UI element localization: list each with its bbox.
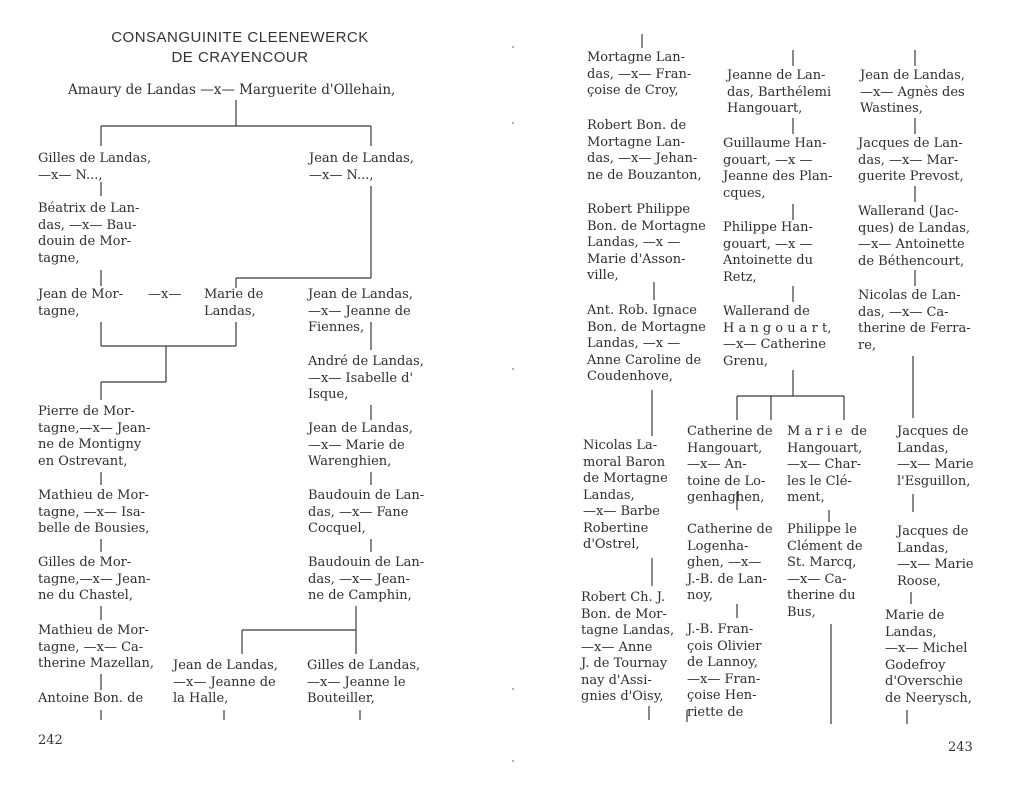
entry-philippe-le-clement: Philippe le Clément de St. Marcq, —x— Ca- therine du Bus, [787, 522, 863, 620]
entry-wallerand-de-landas: Wallerand (Jac- ques) de Landas, —x— Antoinette de Béthencourt, [858, 204, 971, 269]
entry-jb-francois-olivier: J.-B. Fran- çois Olivier de Lannoy, —x— Fran- çoise Hen- riette de [687, 622, 762, 720]
entry-jean-de-landas-4: Jean de Landas, —x— Jeanne de la Halle, [173, 658, 278, 706]
entry-baudouin-de-landas-1: Baudouin de Lan- das, —x— Fane Cocquel, [308, 488, 425, 536]
entry-mathieu-de-mortagne-1: Mathieu de Mor- tagne, —x— Isa- belle de Bousies, [38, 488, 150, 536]
entry-catherine-logenhaghen: Catherine de Logenha- ghen, —x— J.-B. de Lan- noy, [687, 522, 773, 603]
entry-pierre-de-mortagne: Pierre de Mor- tagne,—x— Jean- ne de Montigny en Ostrevant, [38, 404, 151, 469]
entry-jean-de-mortagne: Jean de Mor- tagne, [38, 287, 124, 319]
head-couple: Amaury de Landas —x— Marguerite d'Ollehain, [68, 82, 396, 98]
gutter-speck [512, 368, 514, 370]
gutter-speck [512, 760, 514, 762]
marriage-sign: —x— [148, 287, 182, 302]
entry-gilles-de-landas-2: Gilles de Landas, —x— Jeanne le Bouteiller, [307, 658, 421, 706]
entry-antoine-de-mortagne: Antoine Bon. de [38, 691, 144, 706]
entry-wallerand-hangouart: Wallerand de H a n g o u a r t, —x— Catherine Grenu, [723, 304, 832, 369]
entry-jacques-de-landas-1: Jacques de Lan- das, —x— Mar- guerite Prevost, [858, 136, 964, 184]
entry-mortagne-landas-croy: Mortagne Lan- das, —x— Fran- çoise de Croy, [587, 50, 692, 98]
entry-robert-de-mortagne: Robert Bon. de Mortagne Lan- das, —x— Jehan- ne de Bouzanton, [587, 118, 702, 183]
entry-baudouin-de-landas-2: Baudouin de Lan- das, —x— Jean- ne de Camphin, [308, 555, 425, 603]
entry-robert-ch-j: Robert Ch. J. Bon. de Mor- tagne Landas, —x— Anne J. de Tournay nay d'Assi- gnies d'Oisy, [581, 590, 675, 704]
gutter-speck [512, 122, 514, 124]
entry-guillaume-hangouart: Guillaume Han- gouart, —x — Jeanne des Plan- cques, [723, 136, 833, 201]
entry-andre-de-landas: André de Landas, —x— Isabelle d' Isque, [308, 354, 424, 402]
entry-jacques-de-landas-3: Jacques de Landas, —x— Marie Roose, [897, 524, 974, 589]
page-number-right: 243 [948, 740, 973, 755]
entry-jacques-de-landas-2: Jacques de Landas, —x— Marie l'Esguillon, [897, 424, 974, 489]
entry-gilles-de-landas-1: Gilles de Landas, —x— N..., [38, 151, 152, 183]
entry-robert-philippe: Robert Philippe Bon. de Mortagne Landas, —x — Marie d'Asson- ville, [587, 202, 706, 283]
page-number-left: 242 [38, 733, 63, 748]
gutter-speck [512, 688, 514, 690]
left-page [0, 0, 505, 793]
entry-jean-de-landas-3: Jean de Landas, —x— Marie de Warenghien, [308, 421, 413, 469]
entry-gilles-de-mortagne: Gilles de Mor- tagne,—x— Jean- ne du Chastel, [38, 555, 151, 603]
entry-jean-de-landas-wastines: Jean de Landas, —x— Agnès des Wastines, [860, 68, 965, 116]
entry-marie-de-landas: Marie de Landas, [204, 287, 264, 319]
entry-jean-de-landas-2: Jean de Landas, —x— Jeanne de Fiennes, [308, 287, 413, 335]
document-subtitle: DE CRAYENCOUR [171, 49, 309, 66]
entry-nicolas-de-landas: Nicolas de Lan- das, —x— Ca- therine de Ferra- re, [858, 288, 971, 353]
entry-jean-de-landas-1: Jean de Landas, —x— N..., [309, 151, 414, 183]
gutter-speck [512, 46, 514, 48]
entry-ant-rob-ignace: Ant. Rob. Ignace Bon. de Mortagne Landas, —x — Anne Caroline de Coudenhove, [587, 303, 706, 384]
entry-beatrix-de-landas: Béatrix de Lan- das, —x— Bau- douin de Mor- tagne, [38, 201, 140, 266]
document-title: CONSANGUINITE CLEENEWERCK [111, 29, 369, 46]
right-page [515, 0, 1024, 793]
entry-catherine-hangouart: Catherine de Hangouart, —x— An- toine de Lo- genhaghen, [687, 424, 773, 505]
entry-mathieu-de-mortagne-2: Mathieu de Mor- tagne, —x— Ca- therine Mazellan, [38, 623, 155, 671]
entry-nicolas-lamoral: Nicolas La- moral Baron de Mortagne Landas, —x— Barbe Robertine d'Ostrel, [583, 438, 668, 552]
entry-marie-hangouart: M a r i e de Hangouart, —x— Char- les le Clé- ment, [787, 424, 867, 505]
entry-philippe-hangouart: Philippe Han- gouart, —x — Antoinette du Retz, [723, 220, 814, 285]
entry-marie-de-landas-neerysch: Marie de Landas, —x— Michel Godefroy d'Overschie de Neerysch, [885, 608, 972, 706]
entry-jeanne-barthelemi: Jeanne de Lan- das, Barthélemi Hangouart, [727, 68, 832, 116]
